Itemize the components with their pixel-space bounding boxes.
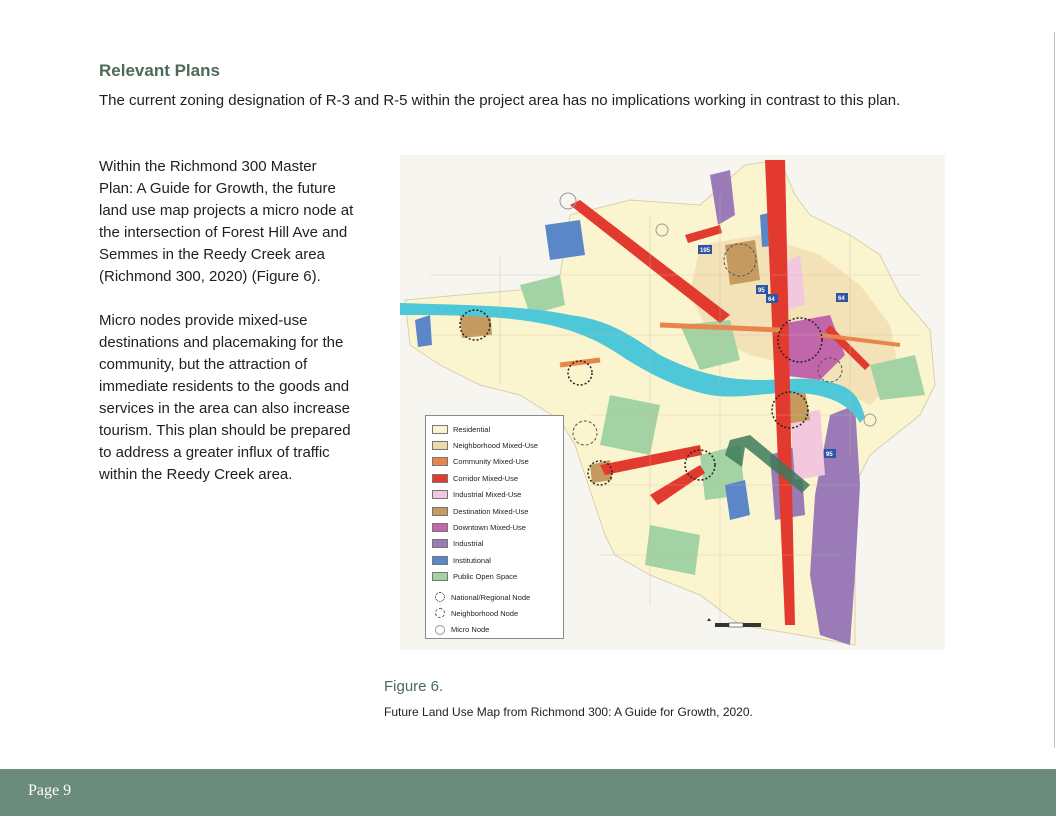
map-highway-label: 195 — [700, 248, 711, 254]
legend-swatch — [432, 457, 448, 466]
legend-swatch — [432, 572, 448, 581]
map-scale-bar — [703, 618, 773, 632]
legend-label: Micro Node — [451, 625, 490, 635]
map-highway-label: 95 — [826, 452, 833, 458]
node-circle-icon — [435, 608, 445, 618]
legend-label: Corridor Mixed-Use — [453, 473, 519, 483]
map-institutional-patch — [545, 220, 585, 260]
legend-item — [432, 569, 557, 585]
legend-label: Downtown Mixed-Use — [453, 523, 526, 533]
map-destination-area — [725, 240, 760, 285]
legend-label: Community Mixed-Use — [453, 457, 529, 467]
map-highway-label: 95 — [758, 288, 765, 294]
legend-swatch — [432, 425, 448, 434]
map-micro-node — [560, 193, 576, 209]
body-paragraph-2: Micro nodes provide mixed-use destinations and placemaking for the community, but the attraction of immediate residents to the goods and services in the area can also increase tourism. This plan should be prepared to address a greater influx of traffic within the Reedy Creek area. — [99, 312, 351, 483]
legend-label: Neighborhood Mixed-Use — [453, 441, 539, 451]
map-open-space-patch — [600, 395, 660, 455]
legend-swatch — [432, 507, 448, 516]
map-legend — [425, 415, 564, 639]
figure-label: Figure 6. — [384, 678, 444, 695]
intro-paragraph: The current zoning designation of R-3 and R-5 within the project area has no implications working in contrast to this plan. — [99, 92, 901, 109]
legend-item — [432, 437, 557, 453]
figure-caption: Future Land Use Map from Richmond 300: A Guide for Growth, 2020. — [384, 705, 753, 719]
legend-item — [432, 470, 557, 486]
legend-swatch — [432, 474, 448, 483]
legend-label: Industrial — [453, 539, 484, 549]
legend-label: Neighborhood Node — [451, 608, 519, 618]
legend-item — [432, 421, 557, 437]
body-paragraph-1: Within the Richmond 300 Master Plan: A Guide for Growth, the future land use map projects a micro node at the intersection of Forest Hill Ave and Semmes in the Reedy Creek area (Richmond 300, 2020) (Figure 6). — [99, 158, 354, 285]
map-highway-label: 64 — [768, 297, 775, 303]
body-column — [99, 156, 354, 508]
legend-land-use-list — [432, 421, 557, 585]
legend-label: National/Regional Node — [451, 592, 531, 602]
legend-item — [432, 519, 557, 535]
legend-swatch — [432, 523, 448, 532]
legend-swatch — [432, 441, 448, 450]
legend-item — [432, 454, 557, 470]
legend-label: Industrial Mixed-Use — [453, 490, 522, 500]
map-highway-label: 64 — [838, 296, 845, 302]
legend-node-item — [432, 622, 557, 638]
legend-label: Residential — [453, 424, 491, 434]
page-footer — [0, 769, 1056, 816]
legend-item — [432, 503, 557, 519]
legend-swatch — [432, 539, 448, 548]
legend-item — [432, 487, 557, 503]
node-circle-icon — [435, 625, 445, 635]
legend-label: Destination Mixed-Use — [453, 506, 529, 516]
map-institutional-patch — [415, 315, 432, 347]
legend-node-item — [432, 589, 557, 605]
legend-label: Institutional — [453, 555, 491, 565]
legend-item — [432, 552, 557, 568]
page-edge-rule — [1054, 32, 1055, 748]
legend-node-list — [432, 589, 557, 638]
legend-label: Public Open Space — [453, 572, 518, 582]
future-land-use-map — [400, 155, 945, 650]
legend-node-item — [432, 605, 557, 621]
north-arrow-icon — [707, 618, 711, 621]
legend-swatch — [432, 556, 448, 565]
legend-item — [432, 536, 557, 552]
node-circle-icon — [435, 592, 445, 602]
section-heading: Relevant Plans — [99, 61, 220, 80]
legend-swatch — [432, 490, 448, 499]
page-number: Page 9 — [28, 782, 72, 799]
